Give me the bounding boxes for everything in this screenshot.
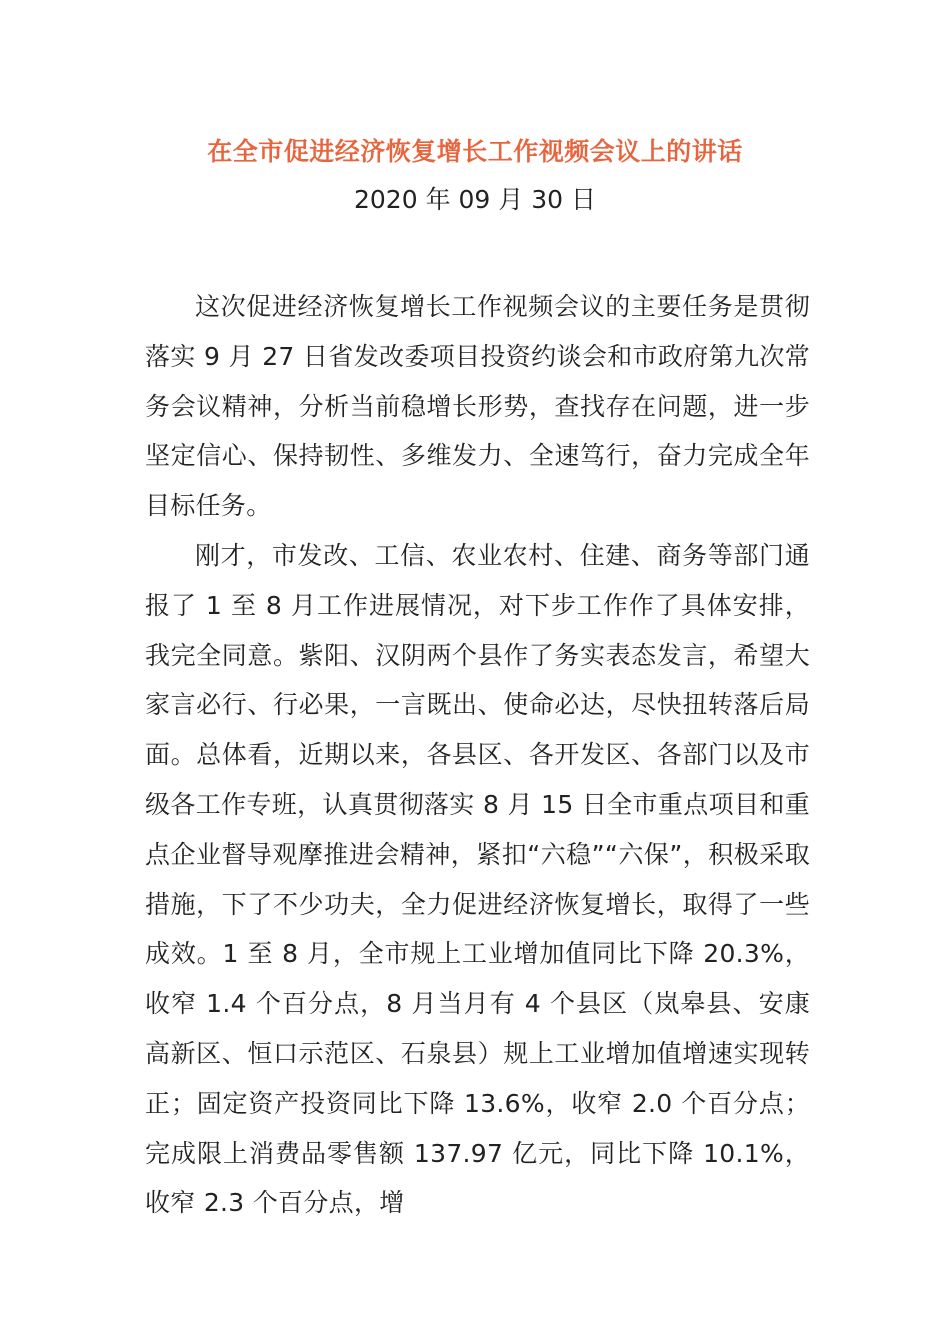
document-date: 2020 年 09 月 30 日 (354, 185, 596, 214)
paragraph: 这次促进经济恢复增长工作视频会议的主要任务是贯彻落实 9 月 27 日省发改委项目投资约谈会和市政府第九次常务会议精神，分析当前稳增长形势，查找存在问题，进一步坚定信心、保持韧性、多维发力、全速笃行，奋力完成全年目标任务。 (145, 292, 810, 521)
document-body (145, 282, 810, 1228)
document-title: 在全市促进经济恢复增长工作视频会议上的讲话 (207, 137, 743, 166)
paragraph: 刚才，市发改、工信、农业农村、住建、商务等部门通报了 1 至 8 月工作进展情况，对下步工作作了具体安排，我完全同意。紫阳、汉阴两个县作了务实表态发言，希望大家言必行、行必果，一言既出、使命必达，尽快扭转落后局面。总体看，近期以来，各县区、各开发区、各部门以及市级各工作专班，认真贯彻落实 8 月 15 日全市重点项目和重点企业督导观摩推进会精神，紧扣“六稳”“六保”，积极采取措施，下了不少功夫，全力促进经济恢复增长，取得了一些成效。1 至 8 月，全市规上工业增加值同比下降 20.3%，收窄 1.4 个百分点，8 月当月有 4 个县区（岚皋县、安康高新区、恒口示范区、石泉县）规上工业增加值增速实现转正；固定资产投资同比下降 13.6%，收窄 2.0 个百分点；完成限上消费品零售额 137.97 亿元，同比下降 10.1%，收窄 2.3 个百分点，增 (145, 540, 810, 1218)
